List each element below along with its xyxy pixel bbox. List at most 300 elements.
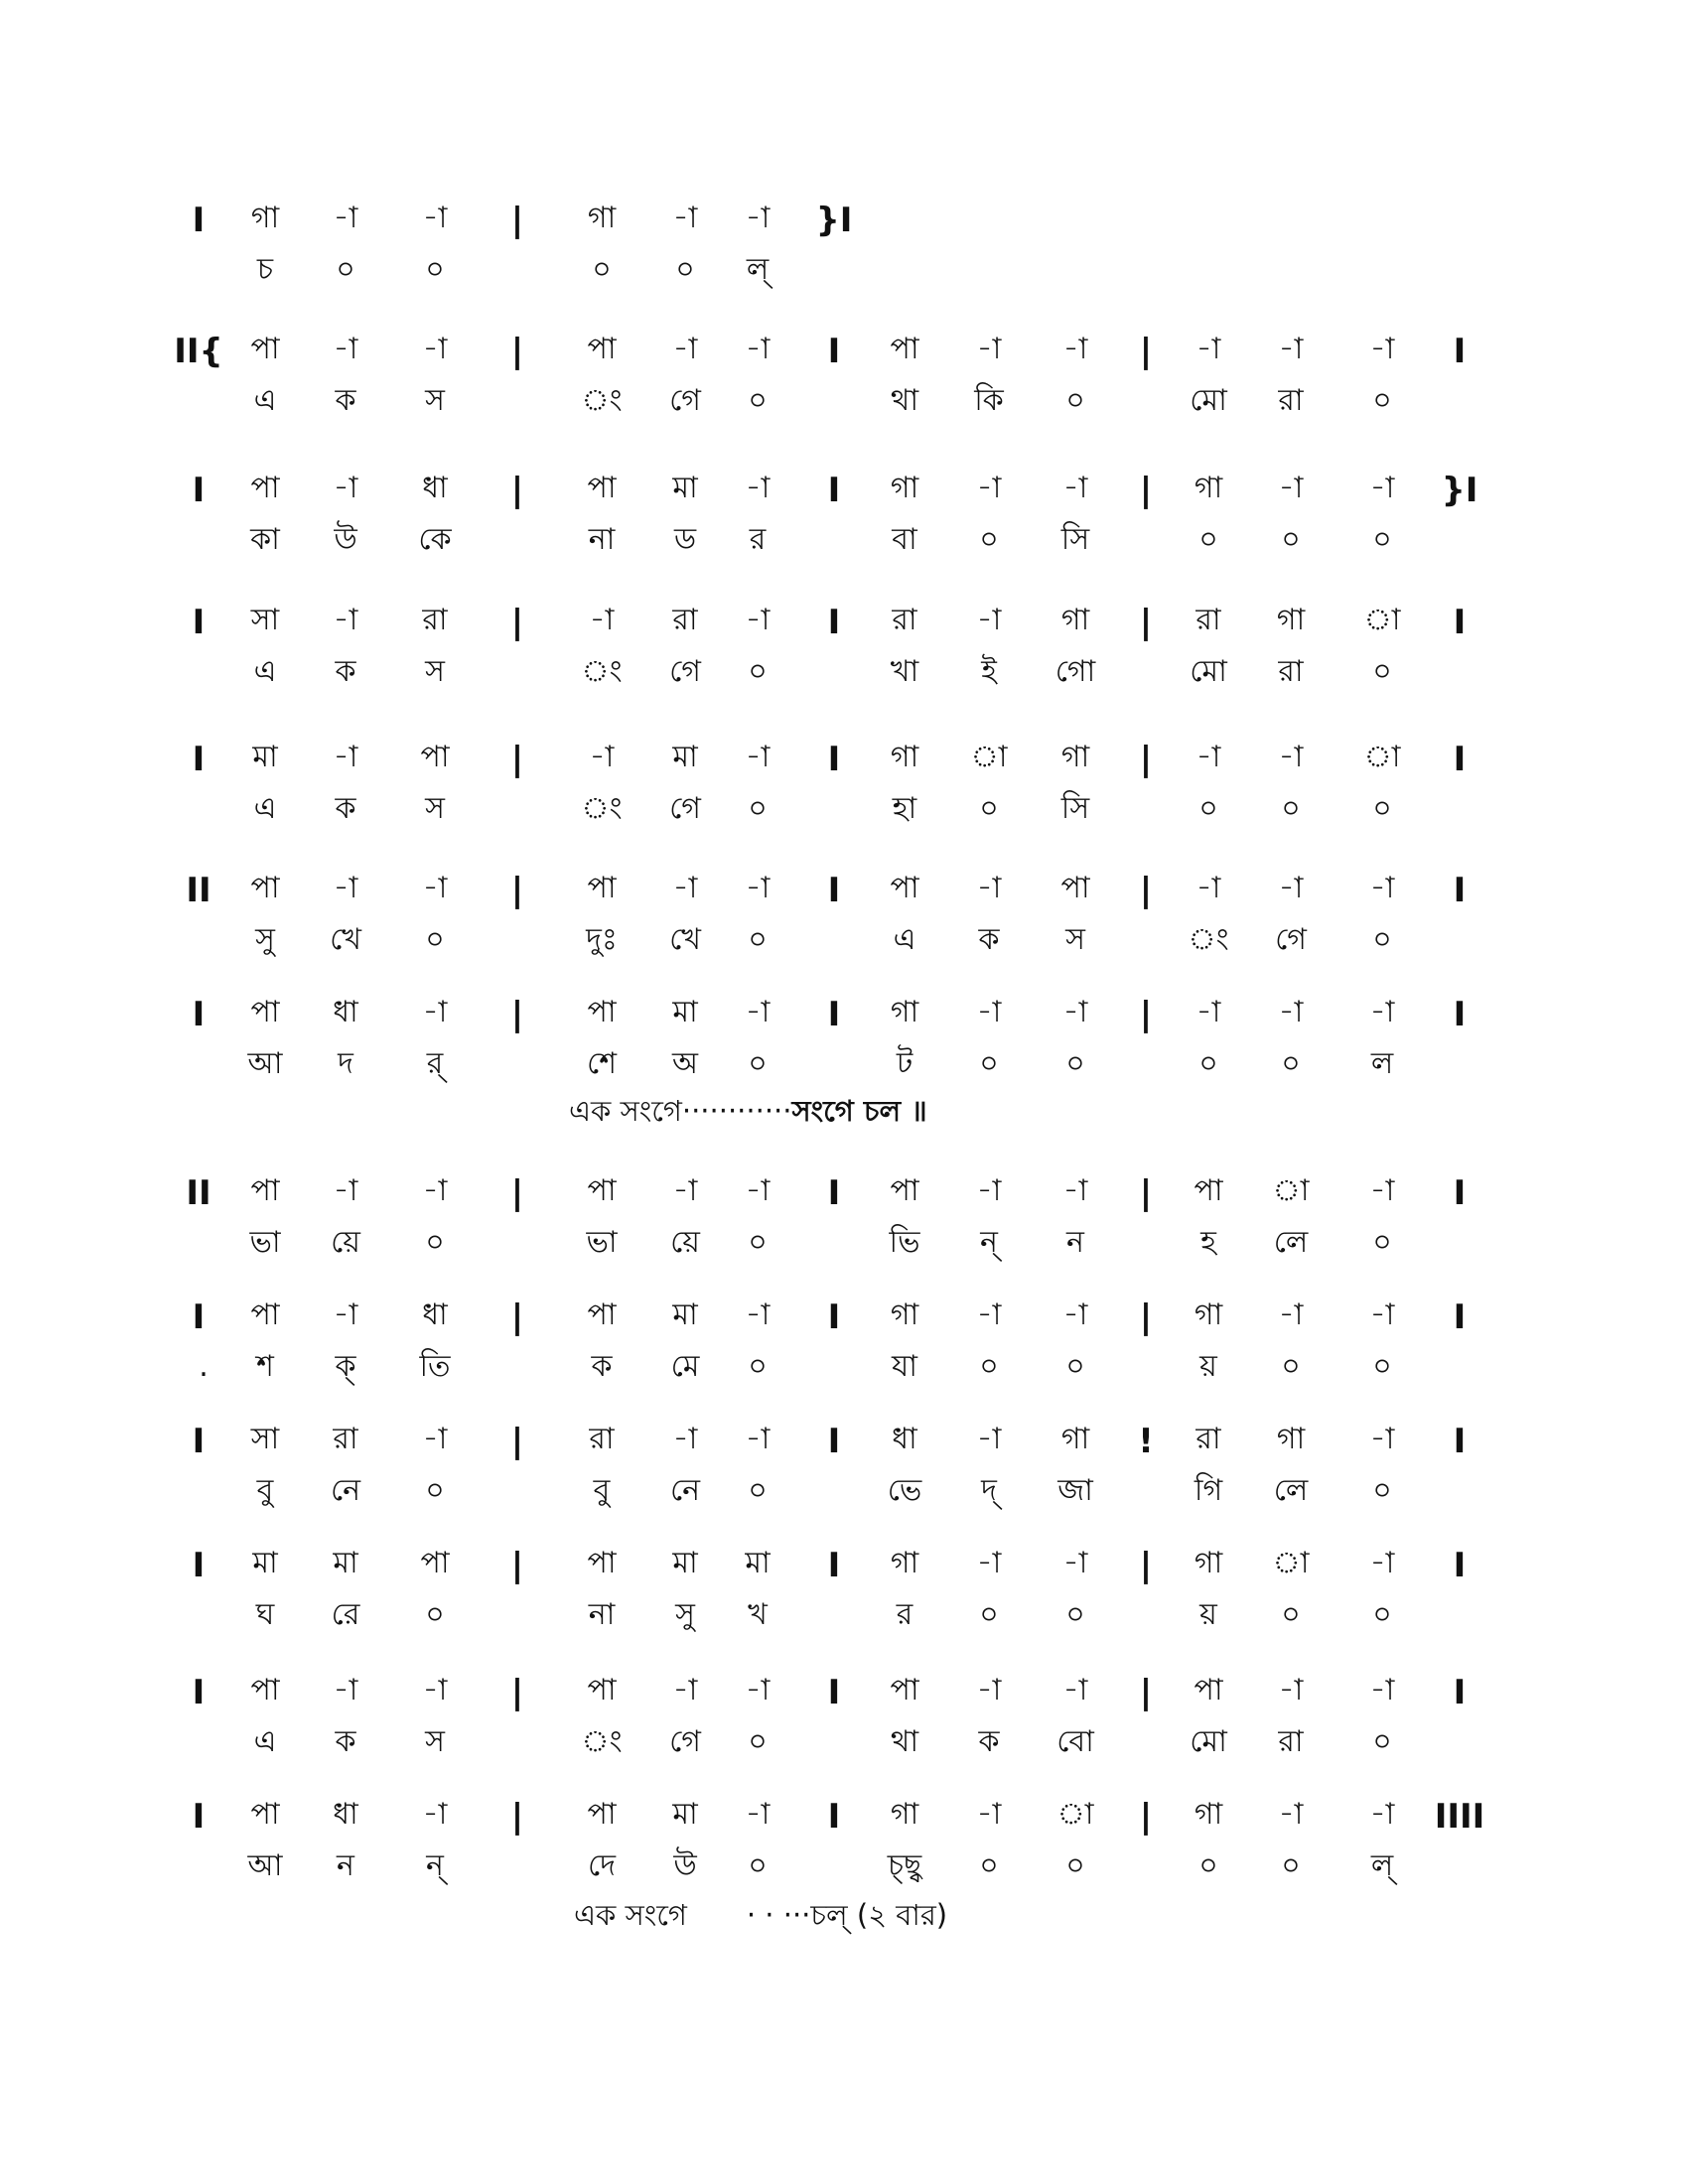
note-symbol: -া <box>422 1797 448 1832</box>
note-symbol: গা <box>890 471 919 505</box>
bar-line: | <box>510 201 524 240</box>
lyric-syllable: নে <box>669 1473 701 1508</box>
lyric-syllable: ০ <box>979 1046 999 1081</box>
note-symbol: পা <box>890 1173 919 1208</box>
note-symbol: া <box>970 740 1008 774</box>
note-symbol: রা <box>672 603 698 637</box>
lyric-syllable: ক <box>591 1349 613 1384</box>
lyric-syllable: গে <box>669 654 701 689</box>
lyric-syllable: মো <box>1190 1724 1227 1759</box>
lyric-syllable: ০ <box>1372 1597 1392 1632</box>
note-symbol: -া <box>745 1422 771 1456</box>
note-symbol: ধা <box>333 995 358 1029</box>
lyric-syllable: ং <box>581 654 623 689</box>
bar-line: II <box>186 871 211 910</box>
bar-line: | <box>1139 1173 1153 1213</box>
lyric-syllable: ন্ <box>980 1225 998 1260</box>
note-symbol: পা <box>587 1797 617 1832</box>
lyric-syllable: ০ <box>748 654 768 689</box>
bar-line: I <box>827 1673 841 1712</box>
note-symbol: -া <box>1278 471 1304 505</box>
note-symbol: -া <box>976 603 1002 637</box>
note-symbol: -া <box>976 1422 1002 1456</box>
bar-line: | <box>510 471 524 510</box>
lyric-syllable: ০ <box>1372 1349 1392 1384</box>
note-symbol: -া <box>976 1173 1002 1208</box>
bar-line: I <box>192 1297 206 1337</box>
note-symbol: গা <box>890 1546 919 1580</box>
lyric-syllable: ং <box>581 791 623 826</box>
lyric-syllable: ০ <box>425 1225 445 1260</box>
note-symbol: রা <box>1196 1422 1221 1456</box>
note-symbol: -া <box>745 1797 771 1832</box>
note-symbol: -া <box>1369 1673 1395 1707</box>
note-symbol: পা <box>587 871 617 905</box>
lyric-syllable: ০ <box>979 1597 999 1632</box>
note-symbol: গা <box>1276 1422 1306 1456</box>
note-symbol: পা <box>587 1673 617 1707</box>
bar-line: I <box>1453 1546 1467 1585</box>
lyric-syllable: ০ <box>425 252 445 287</box>
lyric-syllable: ট <box>896 1046 914 1081</box>
lyric-syllable: ০ <box>979 522 999 557</box>
note-symbol: রা <box>333 1422 358 1456</box>
note-symbol: পা <box>250 471 280 505</box>
lyric-syllable: ০ <box>1065 1597 1085 1632</box>
lyric-syllable: নে <box>330 1473 361 1508</box>
note-symbol: পা <box>587 332 617 366</box>
bar-line: I <box>1453 603 1467 642</box>
note-symbol: রা <box>422 603 448 637</box>
lyric-syllable: য় <box>1199 1597 1217 1632</box>
bar-line: | <box>510 871 524 910</box>
lyric-syllable: গে <box>669 1724 701 1759</box>
lyric-syllable: ০ <box>1372 791 1392 826</box>
lyric-syllable: ক <box>335 791 356 826</box>
bar-line: | <box>510 740 524 779</box>
lyric-syllable: থা <box>890 1724 919 1759</box>
note-symbol: -া <box>1196 740 1221 774</box>
note-symbol: পা <box>250 871 280 905</box>
note-symbol: -া <box>1369 471 1395 505</box>
lyric-syllable: স <box>425 791 445 826</box>
lyric-syllable: রা <box>1278 1724 1304 1759</box>
note-symbol: -া <box>1369 995 1395 1029</box>
note-symbol: -া <box>745 471 771 505</box>
bar-line: | <box>510 1673 524 1712</box>
note-symbol: -া <box>333 1173 358 1208</box>
lyric-syllable: সু <box>675 1597 695 1632</box>
note-symbol: -া <box>745 1297 771 1332</box>
note-symbol: -া <box>333 471 358 505</box>
bar-line: II{ <box>174 332 223 371</box>
lyric-syllable: ০ <box>979 1349 999 1384</box>
lyric-syllable: র্ <box>426 1046 444 1081</box>
bar-line: I <box>192 603 206 642</box>
note-symbol: -া <box>1278 871 1304 905</box>
note-symbol: গা <box>1194 1297 1223 1332</box>
lyric-syllable: ০ <box>675 252 695 287</box>
lyric-syllable: ং <box>1188 922 1229 957</box>
note-symbol: -া <box>1278 995 1304 1029</box>
bar-line: I <box>1453 1422 1467 1461</box>
note-symbol: পা <box>420 740 450 774</box>
lyric-syllable: খে <box>669 922 701 957</box>
lyric-syllable: য়ে <box>331 1225 360 1260</box>
refrain-end: সংগে চল ॥ <box>791 1094 927 1128</box>
bar-line: I <box>827 603 841 642</box>
lyric-syllable: ০ <box>1372 922 1392 957</box>
bar-line: I <box>827 1797 841 1837</box>
refrain-dots: ············ <box>681 1094 792 1128</box>
note-symbol: -া <box>333 1297 358 1332</box>
note-symbol: গা <box>1060 603 1090 637</box>
note-symbol: -া <box>976 871 1002 905</box>
lyric-syllable: রে <box>331 1597 360 1632</box>
lyric-syllable: ০ <box>1281 1597 1301 1632</box>
note-symbol: -া <box>589 740 615 774</box>
lyric-syllable: ০ <box>1065 1848 1085 1883</box>
refrain-end: চল্ (২ বার) <box>810 1898 948 1932</box>
bar-line: I <box>1453 995 1467 1034</box>
lyric-syllable: স <box>425 1724 445 1759</box>
note-symbol: মা <box>672 1797 698 1832</box>
lyric-syllable: ক <box>978 922 1000 957</box>
refrain-text: এক সংগে <box>574 1898 687 1932</box>
note-symbol: -া <box>589 603 615 637</box>
note-symbol: গা <box>1194 1797 1223 1832</box>
lyric-syllable: ক <box>978 1724 1000 1759</box>
note-symbol: া <box>1363 740 1401 774</box>
note-symbol: গা <box>587 201 617 235</box>
note-symbol: -া <box>1369 1173 1395 1208</box>
note-symbol: -া <box>1278 1797 1304 1832</box>
note-symbol: -া <box>745 995 771 1029</box>
lyric-syllable: ০ <box>1198 1046 1218 1081</box>
lyric-syllable: ০ <box>1281 1349 1301 1384</box>
bar-line: | <box>1139 1546 1153 1585</box>
lyric-syllable: ০ <box>748 1225 768 1260</box>
lyric-syllable: ০ <box>1065 1349 1085 1384</box>
lyric-syllable: বু <box>593 1473 611 1508</box>
note-symbol: -া <box>422 1673 448 1707</box>
note-symbol: -া <box>333 871 358 905</box>
lyric-syllable: ০ <box>748 1349 768 1384</box>
lyric-syllable: ০ <box>425 1597 445 1632</box>
lyric-syllable: খে <box>330 922 361 957</box>
note-symbol: -া <box>1369 332 1395 366</box>
note-symbol: -া <box>672 871 698 905</box>
lyric-syllable: ০ <box>1198 1848 1218 1883</box>
note-symbol: -া <box>976 995 1002 1029</box>
lyric-syllable: র <box>896 1597 914 1632</box>
note-symbol: ধা <box>892 1422 917 1456</box>
bar-line: I <box>192 740 206 779</box>
note-symbol: মা <box>333 1546 358 1580</box>
refrain-text: এক সংগে <box>569 1094 682 1128</box>
note-symbol: পা <box>420 1546 450 1580</box>
bar-line: I <box>192 201 206 240</box>
bar-line: | <box>1139 871 1153 910</box>
note-symbol: -া <box>745 1173 771 1208</box>
note-symbol: -া <box>1062 1546 1088 1580</box>
note-symbol: গা <box>890 995 919 1029</box>
note-symbol: গা <box>890 1797 919 1832</box>
bar-line: I <box>827 1422 841 1461</box>
note-symbol: -া <box>1369 1546 1395 1580</box>
lyric-syllable: আ <box>247 1848 283 1883</box>
bar-line: | <box>1139 1297 1153 1337</box>
lyric-syllable: এ <box>253 1724 277 1759</box>
lyric-syllable: বো <box>1056 1724 1094 1759</box>
bar-line: I <box>827 740 841 779</box>
lyric-syllable: ভা <box>249 1225 281 1260</box>
refrain-line <box>569 1094 927 1128</box>
lyric-syllable: ০ <box>748 1724 768 1759</box>
lyric-syllable: দে <box>588 1848 616 1883</box>
note-symbol: -া <box>1062 332 1088 366</box>
lyric-syllable: লে <box>1273 1225 1309 1260</box>
note-symbol: গা <box>1060 740 1090 774</box>
lyric-syllable: দ <box>338 1046 353 1081</box>
note-symbol: -া <box>1062 1673 1088 1707</box>
lyric-syllable: ০ <box>1372 1473 1392 1508</box>
note-symbol: মা <box>252 740 278 774</box>
refrain-line <box>574 1898 948 1932</box>
lyric-syllable: অ <box>672 1046 698 1081</box>
note-symbol: -া <box>672 1673 698 1707</box>
lyric-syllable: না <box>588 1597 616 1632</box>
note-symbol: সা <box>250 603 280 637</box>
bar-line: I <box>827 471 841 510</box>
note-symbol: রা <box>589 1422 615 1456</box>
note-symbol: -া <box>1062 1173 1088 1208</box>
note-symbol: -া <box>422 201 448 235</box>
note-symbol: -া <box>333 1673 358 1707</box>
lyric-syllable: ০ <box>1372 1225 1392 1260</box>
lyric-syllable: ল্ <box>1370 1848 1394 1883</box>
lyric-syllable: ন <box>1066 1225 1084 1260</box>
note-symbol: -া <box>1062 1297 1088 1332</box>
lyric-syllable: হা <box>892 791 917 826</box>
lyric-syllable: ০ <box>425 922 445 957</box>
lyric-syllable: স <box>425 383 445 418</box>
lyric-syllable: চ <box>256 252 274 287</box>
lyric-syllable: য়ে <box>670 1225 700 1260</box>
bar-line: }I <box>1441 471 1478 510</box>
lyric-syllable: চ্ছ্ব <box>887 1848 922 1883</box>
note-symbol: গা <box>1194 1546 1223 1580</box>
note-symbol: -া <box>333 332 358 366</box>
note-symbol: -া <box>1369 1797 1395 1832</box>
lyric-syllable: ল <box>1370 1046 1394 1081</box>
note-symbol: রা <box>892 603 917 637</box>
note-symbol: পা <box>250 332 280 366</box>
bar-line: | <box>510 1422 524 1461</box>
bar-line: II <box>186 1173 211 1213</box>
note-symbol: পা <box>587 1546 617 1580</box>
bar-line: | <box>510 1297 524 1337</box>
lyric-syllable: বা <box>892 522 917 557</box>
lyric-syllable: ভি <box>889 1225 920 1260</box>
lyric-syllable: ভা <box>586 1225 618 1260</box>
lyric-syllable: যা <box>892 1349 917 1384</box>
lyric-syllable: ০ <box>1198 791 1218 826</box>
note-symbol: পা <box>890 1673 919 1707</box>
bar-line: | <box>1139 332 1153 371</box>
note-symbol: গা <box>1276 603 1306 637</box>
note-symbol: পা <box>1194 1673 1223 1707</box>
lyric-syllable: ০ <box>748 383 768 418</box>
lyric-syllable: লে <box>1273 1473 1309 1508</box>
lyric-syllable: বু <box>256 1473 274 1508</box>
bar-line: | <box>510 332 524 371</box>
lyric-syllable: রা <box>1278 654 1304 689</box>
note-symbol: রা <box>1196 603 1221 637</box>
bar-line: | <box>510 1546 524 1585</box>
note-symbol: পা <box>587 1297 617 1332</box>
bar-line: | <box>1139 740 1153 779</box>
lyric-syllable: দ্ <box>981 1473 997 1508</box>
bar-line: I <box>827 871 841 910</box>
note-symbol: পা <box>890 332 919 366</box>
note-symbol: -া <box>976 1297 1002 1332</box>
lyric-syllable: গে <box>1275 922 1307 957</box>
note-symbol: -া <box>1369 871 1395 905</box>
lyric-syllable: তি <box>419 1349 451 1384</box>
bar-line: | <box>510 603 524 642</box>
bar-line: }I <box>815 201 853 240</box>
lyric-syllable: ক্ <box>335 1349 356 1384</box>
note-symbol: মা <box>252 1546 278 1580</box>
lyric-syllable: খ <box>748 1597 768 1632</box>
lyric-syllable: ং <box>581 383 623 418</box>
note-symbol: -া <box>976 1673 1002 1707</box>
lyric-syllable: গি <box>1194 1473 1223 1508</box>
note-symbol: -া <box>1062 471 1088 505</box>
note-symbol: গা <box>890 1297 919 1332</box>
note-symbol: মা <box>672 995 698 1029</box>
bar-line: | <box>510 1797 524 1837</box>
note-symbol: পা <box>1194 1173 1223 1208</box>
lyric-syllable: না <box>588 522 616 557</box>
lyric-syllable: কে <box>418 522 452 557</box>
bar-line: I <box>192 1797 206 1837</box>
note-symbol: -া <box>745 201 771 235</box>
lyric-syllable: ০ <box>748 791 768 826</box>
bar-line: I <box>827 332 841 371</box>
lyric-syllable: ক <box>335 654 356 689</box>
note-symbol: -া <box>1278 1297 1304 1332</box>
lyric-syllable: র <box>749 522 767 557</box>
note-symbol: -া <box>1369 1422 1395 1456</box>
note-symbol: গা <box>890 740 919 774</box>
lyric-syllable: হ <box>1200 1225 1216 1260</box>
lyric-syllable: ০ <box>979 791 999 826</box>
note-symbol: পা <box>250 1797 280 1832</box>
lyric-syllable: ০ <box>748 1848 768 1883</box>
note-symbol: -া <box>745 332 771 366</box>
lyric-syllable: ং <box>581 1724 623 1759</box>
note-symbol: -া <box>1278 740 1304 774</box>
note-symbol: -া <box>1369 1297 1395 1332</box>
lyric-syllable: ০ <box>1065 383 1085 418</box>
lyric-syllable: সু <box>255 922 275 957</box>
note-symbol: পা <box>890 871 919 905</box>
lyric-syllable: ০ <box>1198 522 1218 557</box>
lyric-syllable: ০ <box>1372 522 1392 557</box>
refrain-dots: · · ··· <box>746 1898 811 1932</box>
lyric-syllable: শে <box>587 1046 617 1081</box>
note-symbol: -া <box>672 201 698 235</box>
note-symbol: গা <box>250 201 280 235</box>
note-symbol: পা <box>587 1173 617 1208</box>
lyric-syllable: স <box>425 654 445 689</box>
lyric-syllable: য় <box>1199 1349 1217 1384</box>
bar-line: I <box>1453 871 1467 910</box>
note-symbol: মা <box>672 1297 698 1332</box>
note-symbol: -া <box>745 871 771 905</box>
note-symbol: া <box>1272 1546 1310 1580</box>
bar-line: I <box>1453 1673 1467 1712</box>
bar-line: | <box>510 1173 524 1213</box>
bar-line: I <box>192 1422 206 1461</box>
note-symbol: -া <box>422 332 448 366</box>
note-symbol: সা <box>250 1422 280 1456</box>
lyric-syllable: এ <box>893 922 916 957</box>
lyric-syllable: শ <box>256 1349 274 1384</box>
lyric-syllable: খা <box>890 654 919 689</box>
bar-line: I <box>1453 1173 1467 1213</box>
note-symbol: পা <box>250 1173 280 1208</box>
bar-line: | <box>1139 1797 1153 1837</box>
note-symbol: -া <box>1196 871 1221 905</box>
lyric-syllable: উ <box>334 522 357 557</box>
lyric-syllable: এ <box>253 654 277 689</box>
lyric-syllable: ০ <box>1281 791 1301 826</box>
lyric-syllable: ভে <box>887 1473 922 1508</box>
note-symbol: -া <box>672 1173 698 1208</box>
lyric-syllable: আ <box>247 1046 283 1081</box>
note-symbol: -া <box>1196 995 1221 1029</box>
lyric-syllable: ০ <box>1372 654 1392 689</box>
lyric-syllable: উ <box>673 1848 697 1883</box>
lyric-syllable: কি <box>974 383 1004 418</box>
note-symbol: -া <box>333 603 358 637</box>
lyric-syllable: সি <box>1060 791 1090 826</box>
note-symbol: -া <box>422 1422 448 1456</box>
note-symbol: পা <box>587 995 617 1029</box>
note-symbol: -া <box>745 740 771 774</box>
bar-line: I <box>827 1546 841 1585</box>
lyric-syllable: এ <box>253 791 277 826</box>
lyric-syllable: ০ <box>336 252 355 287</box>
note-symbol: ধা <box>422 1297 448 1332</box>
lyric-syllable: ক <box>335 1724 356 1759</box>
note-symbol: -া <box>976 332 1002 366</box>
lyric-syllable: ০ <box>748 922 768 957</box>
lyric-syllable: ০ <box>1281 1848 1301 1883</box>
note-symbol: পা <box>250 1673 280 1707</box>
lyric-syllable: ০ <box>979 1848 999 1883</box>
bar-line: I <box>1453 740 1467 779</box>
bar-line: I <box>1453 1297 1467 1337</box>
note-symbol: -া <box>422 871 448 905</box>
note-symbol: গা <box>1194 471 1223 505</box>
lyric-syllable: ০ <box>1281 1046 1301 1081</box>
bar-line: I <box>192 471 206 510</box>
lyric-syllable: কা <box>250 522 280 557</box>
